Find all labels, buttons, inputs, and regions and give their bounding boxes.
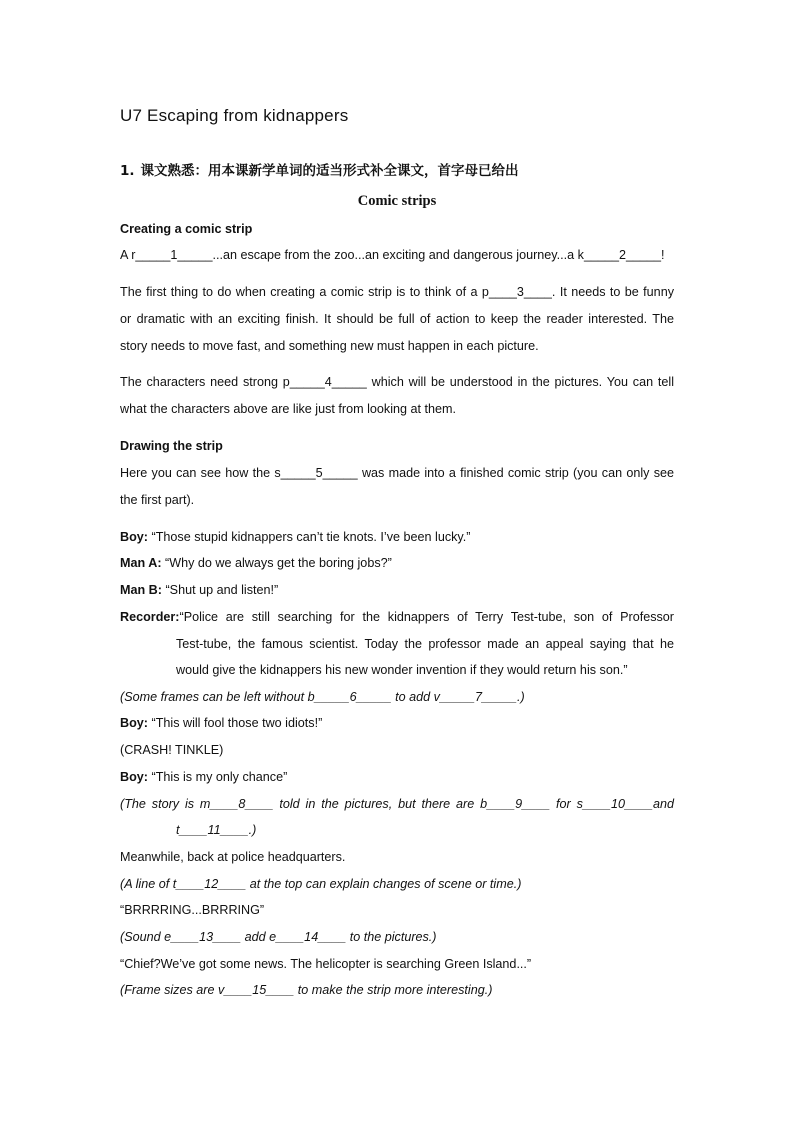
note-line: (The story is m____8____ told in the pictures, but there are b____9____ for s____10____and bbox=[120, 797, 674, 811]
dialogue-text: “This is my only chance” bbox=[151, 770, 288, 784]
dialogue-line bbox=[120, 770, 674, 784]
dialogue-line bbox=[120, 716, 674, 730]
speaker-label: Boy: bbox=[120, 716, 148, 730]
dialogue-line: “Chief?We’ve got some news. The helicopter is searching Green Island...” bbox=[120, 957, 532, 971]
dialogue-line bbox=[120, 583, 674, 597]
passage-line: The first thing to do when creating a comic strip is to think of a p____3____. It needs to be funny bbox=[120, 285, 674, 299]
passage-line: Meanwhile, back at police headquarters. bbox=[120, 850, 346, 864]
dialogue-continuation: Test-tube, the famous scientist. Today the professor made an appeal saying that he bbox=[176, 637, 674, 651]
subheading-drawing: Drawing the strip bbox=[120, 439, 223, 453]
section-instruction: 课文熟悉：用本课新学单词的适当形式补全课文，首字母已给出 bbox=[140, 163, 519, 179]
speaker-label: Recorder: bbox=[120, 610, 180, 624]
dialogue-text: “Shut up and listen!” bbox=[165, 583, 279, 597]
subheading-creating: Creating a comic strip bbox=[120, 222, 253, 236]
dialogue-line bbox=[120, 556, 674, 570]
passage-line: or dramatic with an exciting finish. It should be full of action to keep the reader interested. The bbox=[120, 312, 674, 326]
speaker-label: Man A: bbox=[120, 556, 162, 570]
passage-line: A r_____1_____...an escape from the zoo...an exciting and dangerous journey...a k_____2_____! bbox=[120, 248, 665, 262]
note-line: (Sound e____13____ add e____14____ to the pictures.) bbox=[120, 930, 437, 944]
dialogue-line bbox=[120, 610, 674, 624]
passage-line: The characters need strong p_____4_____ which will be understood in the pictures. You can tell bbox=[120, 375, 674, 389]
dialogue-text: “This will fool those two idiots!” bbox=[151, 716, 323, 730]
page-title: U7 Escaping from kidnappers bbox=[120, 106, 349, 125]
note-line: t____11____.) bbox=[176, 823, 257, 837]
dialogue-text: “Police are still searching for the kidnappers of Terry Test-tube, son of Professor bbox=[179, 610, 674, 624]
passage-line: Here you can see how the s_____5_____ was made into a finished comic strip (you can only see bbox=[120, 466, 674, 480]
passage-line: the first part). bbox=[120, 493, 195, 507]
note-line: (Some frames can be left without b_____6_____ to add v_____7_____.) bbox=[120, 690, 525, 704]
speaker-label: Boy: bbox=[120, 530, 148, 544]
note-line: (A line of t____12____ at the top can explain changes of scene or time.) bbox=[120, 877, 522, 891]
sound-effect-line: “BRRRRING...BRRRING” bbox=[120, 903, 265, 917]
passage-line: what the characters above are like just from looking at them. bbox=[120, 402, 456, 416]
dialogue-continuation: would give the kidnappers his new wonder invention if they would return his son.” bbox=[176, 663, 628, 677]
speaker-label: Boy: bbox=[120, 770, 148, 784]
section-number: 1. bbox=[120, 163, 135, 179]
dialogue-text: “Why do we always get the boring jobs?” bbox=[165, 556, 392, 570]
dialogue-line bbox=[120, 530, 674, 544]
note-line: (Frame sizes are v____15____ to make the strip more interesting.) bbox=[120, 983, 493, 997]
speaker-label: Man B: bbox=[120, 583, 162, 597]
passage-line: story needs to move fast, and something new must happen in each picture. bbox=[120, 339, 539, 353]
passage-title: Comic strips bbox=[357, 193, 437, 209]
dialogue-text: “Those stupid kidnappers can’t tie knots. I’ve been lucky.” bbox=[151, 530, 471, 544]
sound-effect-line: (CRASH! TINKLE) bbox=[120, 743, 224, 757]
section-heading bbox=[120, 159, 519, 179]
